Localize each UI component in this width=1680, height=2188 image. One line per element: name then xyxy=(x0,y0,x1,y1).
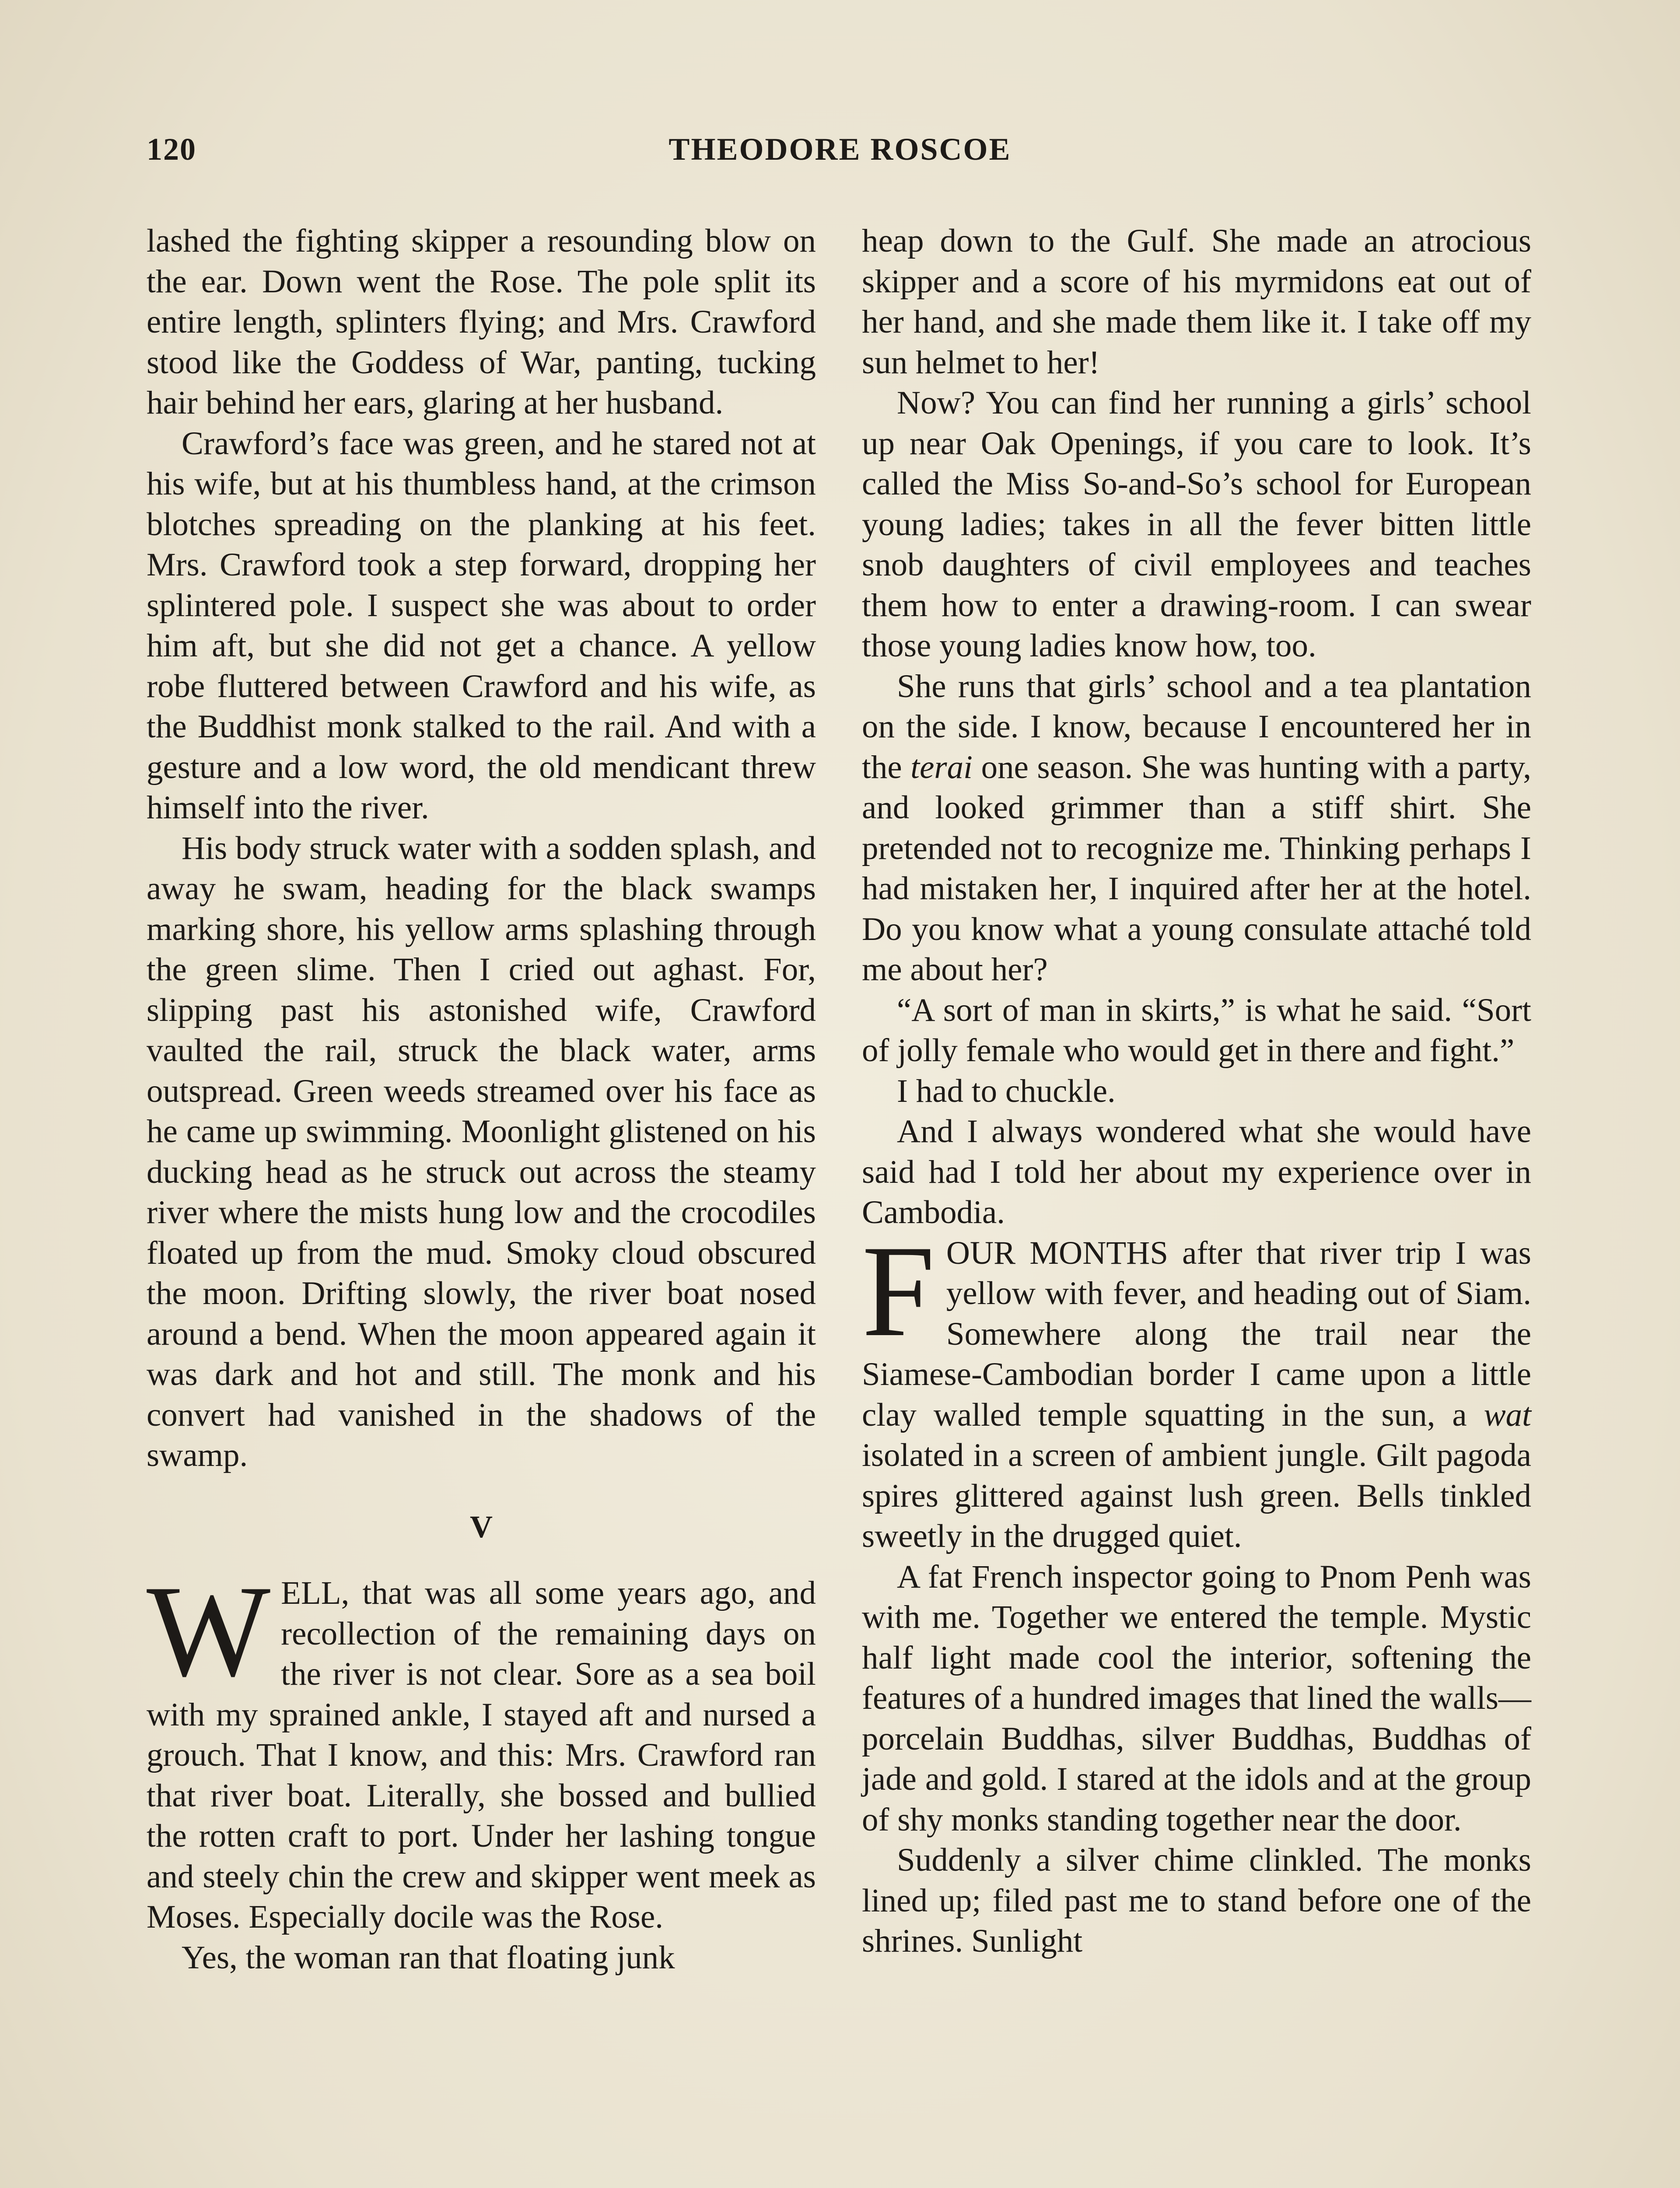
italic-word: terai xyxy=(910,749,973,785)
paragraph-text: OUR MONTHS after that river trip I was yellow with fever, and heading out of Siam. Somewhere along the trail near the Siamese-Cambodian border I came upon a little clay walled temple squatting in the sun, a xyxy=(862,1234,1531,1433)
drop-cap: F xyxy=(862,1218,935,1364)
drop-cap: W xyxy=(147,1558,271,1704)
paragraph xyxy=(862,666,1531,990)
paragraph: Yes, the woman ran that floating junk xyxy=(182,1939,675,1976)
paragraph: lashed the fighting skipper a resounding blow on the ear. Down went the Rose. The pole split its entire length, splinters flying; and Mrs. Crawford stood like the Goddess of War, panting, tucking hair behind her ears, glaring at her husband. xyxy=(147,223,816,421)
section-number: V xyxy=(470,1509,493,1544)
italic-word: wat xyxy=(1484,1396,1531,1433)
paragraph: Suddenly a silver chime clinkled. The monks lined up; filed past me to stand before one of the shrines. Sunlight xyxy=(862,1842,1531,1959)
left-column xyxy=(147,221,816,1978)
paragraph-text: She runs that girls’ school and a tea plantation on the side. I know, because I encountered her in the xyxy=(862,668,1531,785)
right-column xyxy=(862,221,1531,1962)
paragraph: A fat French inspector going to Pnom Penh was with me. Together we entered the temple. Mystic half light made cool the interior, softening the features of a hundred images that lined the walls—porcelain Buddhas, silver Buddhas, Buddhas of jade and gold. I stared at the idols and at the group of shy monks standing together near the door. xyxy=(862,1558,1531,1838)
paragraph: “A sort of man in skirts,” is what he said. “Sort of jolly female who would get in there and fight.” xyxy=(862,992,1531,1069)
paragraph-text: isolated in a screen of ambient jungle. Gilt pagoda spires glittered against lush green. Bells tinkled sweetly in the drugged quiet. xyxy=(862,1437,1531,1554)
paragraph-text: ELL, that was all some years ago, and recollection of the remaining days on the river is not clear. Sore as a sea boil with my sprained ankle, I stayed aft and nursed a grouch. That I know, and this: Mrs. Crawford ran that river boat. Literally, she bossed and bullied the rotten craft to port. Under her lashing tongue and steely chin the crew and skipper went meek as Moses. Especially docile was the Rose. xyxy=(147,1575,816,1935)
paragraph: heap down to the Gulf. She made an atrocious skipper and a score of his myrmidons eat out of her hand, and she made them like it. I take off my sun helmet to her! xyxy=(862,223,1531,381)
paragraph: I had to chuckle. xyxy=(897,1073,1116,1109)
paragraph: His body struck water with a sodden splash, and away he swam, heading for the black swamps marking shore, his yellow arms splashing through the green slime. Then I cried out aghast. For, slipping past his astonished wife, Crawford vaulted the rail, struck the black water, arms outspread. Green weeds streamed over his face as he came up swimming. Moonlight glistened on his ducking head as he struck out across the steamy river where the mists hung low and the crocodiles floated up from the mud. Smoky cloud obscured the moon. Drifting slowly, the river boat nosed around a bend. When the moon appeared again it was dark and hot and still. The monk and his convert had vanished in the shadows of the swamp. xyxy=(147,830,816,1473)
paragraph: Crawford’s face was green, and he stared not at his wife, but at his thumbless hand, at the crimson blotches spreading on the planking at his feet. Mrs. Crawford took a step forward, dropping her splintered pole. I suspect she was about to order him aft, but she did not get a chance. A yellow robe fluttered between Crawford and his wife, as the Buddhist monk stalked to the rail. And with a gesture and a low word, the old mendicant threw himself into the river. xyxy=(147,425,816,826)
paragraph: Now? You can find her running a girls’ school up near Oak Openings, if you care to look. It’s called the Miss So-and-So’s school for European young ladies; takes in all the fever bitten little snob daughters of civil employees and teaches them how to enter a drawing-room. I can swear those young ladies know how, too. xyxy=(862,385,1531,664)
running-title: THEODORE ROSCOE xyxy=(668,132,1012,167)
paragraph: And I always wondered what she would have said had I told her about my experience over in Cambodia. xyxy=(862,1113,1531,1231)
page-header xyxy=(147,131,1533,179)
paragraph-with-drop-cap xyxy=(862,1218,1531,1557)
paragraph-text: one season. She was hunting with a party, and looked grimmer than a stiff shirt. She pretended not to recognize me. Thinking perhaps I had mistaken her, I inquired after her at the hotel. Do you know what a young consulate attaché told me about her? xyxy=(862,749,1531,988)
page-number: 120 xyxy=(147,132,196,167)
paragraph-with-drop-cap xyxy=(147,1558,816,1938)
